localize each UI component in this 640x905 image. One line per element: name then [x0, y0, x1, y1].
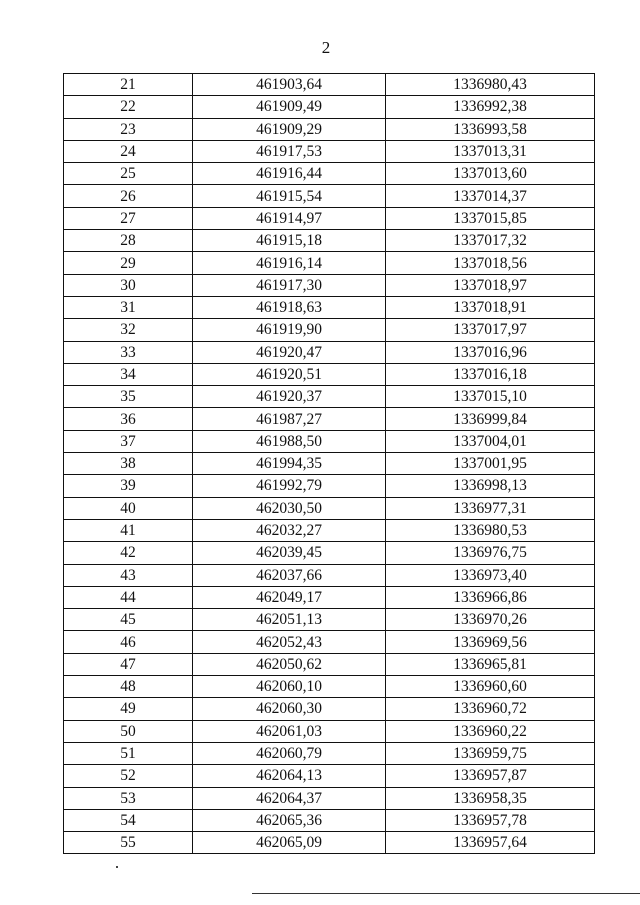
point-number-cell: 25 [64, 163, 193, 185]
x-coordinate-cell: 461915,18 [193, 230, 386, 252]
x-coordinate-cell: 461916,14 [193, 252, 386, 274]
point-number-cell: 24 [64, 140, 193, 162]
table-row [64, 519, 595, 541]
x-coordinate-cell: 461992,79 [193, 475, 386, 497]
y-coordinate-cell: 1337004,01 [386, 430, 595, 452]
y-coordinate-cell: 1337018,91 [386, 296, 595, 318]
y-coordinate-cell: 1336957,64 [386, 832, 595, 854]
point-number-cell: 48 [64, 676, 193, 698]
y-coordinate-cell: 1336980,53 [386, 519, 595, 541]
point-number-cell: 30 [64, 274, 193, 296]
point-number-cell: 35 [64, 386, 193, 408]
x-coordinate-cell: 461919,90 [193, 319, 386, 341]
table-row [64, 765, 595, 787]
y-coordinate-cell: 1336993,58 [386, 118, 595, 140]
x-coordinate-cell: 462060,30 [193, 698, 386, 720]
point-number-cell: 21 [64, 74, 193, 96]
table-row [64, 698, 595, 720]
x-coordinate-cell: 462065,09 [193, 832, 386, 854]
x-coordinate-cell: 461915,54 [193, 185, 386, 207]
point-number-cell: 47 [64, 653, 193, 675]
point-number-cell: 43 [64, 564, 193, 586]
table-row [64, 207, 595, 229]
y-coordinate-cell: 1337017,97 [386, 319, 595, 341]
point-number-cell: 28 [64, 230, 193, 252]
point-number-cell: 53 [64, 787, 193, 809]
x-coordinate-cell: 462060,79 [193, 742, 386, 764]
x-coordinate-cell: 461920,37 [193, 386, 386, 408]
table-row [64, 252, 595, 274]
table-row [64, 363, 595, 385]
point-number-cell: 31 [64, 296, 193, 318]
point-number-cell: 46 [64, 631, 193, 653]
y-coordinate-cell: 1337013,31 [386, 140, 595, 162]
x-coordinate-cell: 461917,30 [193, 274, 386, 296]
point-number-cell: 50 [64, 720, 193, 742]
table-row [64, 408, 595, 430]
x-coordinate-cell: 462061,03 [193, 720, 386, 742]
table-row [64, 296, 595, 318]
y-coordinate-cell: 1336998,13 [386, 475, 595, 497]
table-row [64, 720, 595, 742]
table-row [64, 564, 595, 586]
y-coordinate-cell: 1337001,95 [386, 453, 595, 475]
x-coordinate-cell: 461917,53 [193, 140, 386, 162]
page-number: 2 [321, 38, 331, 57]
table-row [64, 386, 595, 408]
x-coordinate-cell: 462032,27 [193, 519, 386, 541]
table-row [64, 74, 595, 96]
table-row [64, 475, 595, 497]
table-row [64, 453, 595, 475]
table-row [64, 787, 595, 809]
point-number-cell: 38 [64, 453, 193, 475]
y-coordinate-cell: 1337013,60 [386, 163, 595, 185]
point-number-cell: 49 [64, 698, 193, 720]
point-number-cell: 23 [64, 118, 193, 140]
y-coordinate-cell: 1336965,81 [386, 653, 595, 675]
table-row [64, 832, 595, 854]
y-coordinate-cell: 1336973,40 [386, 564, 595, 586]
table-row [64, 118, 595, 140]
x-coordinate-cell: 462049,17 [193, 586, 386, 608]
table-row [64, 319, 595, 341]
x-coordinate-cell: 461918,63 [193, 296, 386, 318]
x-coordinate-cell: 462065,36 [193, 809, 386, 831]
y-coordinate-cell: 1336960,22 [386, 720, 595, 742]
table-row [64, 631, 595, 653]
point-number-cell: 44 [64, 586, 193, 608]
y-coordinate-cell: 1336970,26 [386, 609, 595, 631]
x-coordinate-cell: 461909,29 [193, 118, 386, 140]
table-row [64, 430, 595, 452]
table-row [64, 341, 595, 363]
table-row [64, 586, 595, 608]
point-number-cell: 51 [64, 742, 193, 764]
x-coordinate-cell: 461916,44 [193, 163, 386, 185]
x-coordinate-cell: 461987,27 [193, 408, 386, 430]
table-row [64, 609, 595, 631]
point-number-cell: 22 [64, 96, 193, 118]
y-coordinate-cell: 1336999,84 [386, 408, 595, 430]
table-row [64, 809, 595, 831]
y-coordinate-cell: 1336977,31 [386, 497, 595, 519]
point-number-cell: 45 [64, 609, 193, 631]
y-coordinate-cell: 1336958,35 [386, 787, 595, 809]
y-coordinate-cell: 1336957,87 [386, 765, 595, 787]
y-coordinate-cell: 1337016,96 [386, 341, 595, 363]
point-number-cell: 42 [64, 542, 193, 564]
y-coordinate-cell: 1337018,56 [386, 252, 595, 274]
table-row [64, 96, 595, 118]
x-coordinate-cell: 461903,64 [193, 74, 386, 96]
x-coordinate-cell: 462050,62 [193, 653, 386, 675]
point-number-cell: 34 [64, 363, 193, 385]
point-number-cell: 40 [64, 497, 193, 519]
x-coordinate-cell: 462037,66 [193, 564, 386, 586]
x-coordinate-cell: 462030,50 [193, 497, 386, 519]
y-coordinate-cell: 1336957,78 [386, 809, 595, 831]
table-row [64, 676, 595, 698]
table-row [64, 742, 595, 764]
y-coordinate-cell: 1337016,18 [386, 363, 595, 385]
x-coordinate-cell: 462052,43 [193, 631, 386, 653]
table-row [64, 497, 595, 519]
point-number-cell: 32 [64, 319, 193, 341]
x-coordinate-cell: 461994,35 [193, 453, 386, 475]
point-number-cell: 27 [64, 207, 193, 229]
y-coordinate-cell: 1336960,72 [386, 698, 595, 720]
point-number-cell: 41 [64, 519, 193, 541]
y-coordinate-cell: 1336980,43 [386, 74, 595, 96]
coordinates-table-body [64, 74, 595, 854]
y-coordinate-cell: 1336960,60 [386, 676, 595, 698]
point-number-cell: 26 [64, 185, 193, 207]
y-coordinate-cell: 1336976,75 [386, 542, 595, 564]
point-number-cell: 54 [64, 809, 193, 831]
y-coordinate-cell: 1337018,97 [386, 274, 595, 296]
y-coordinate-cell: 1337015,85 [386, 207, 595, 229]
x-coordinate-cell: 462064,37 [193, 787, 386, 809]
table-row [64, 542, 595, 564]
x-coordinate-cell: 461920,51 [193, 363, 386, 385]
y-coordinate-cell: 1336992,38 [386, 96, 595, 118]
x-coordinate-cell: 462060,10 [193, 676, 386, 698]
table-row [64, 163, 595, 185]
x-coordinate-cell: 461909,49 [193, 96, 386, 118]
y-coordinate-cell: 1337015,10 [386, 386, 595, 408]
point-number-cell: 55 [64, 832, 193, 854]
x-coordinate-cell: 461914,97 [193, 207, 386, 229]
coordinates-table [63, 73, 595, 854]
x-coordinate-cell: 461920,47 [193, 341, 386, 363]
point-number-cell: 37 [64, 430, 193, 452]
table-row [64, 140, 595, 162]
x-coordinate-cell: 462039,45 [193, 542, 386, 564]
table-row [64, 274, 595, 296]
scan-speck [116, 866, 118, 868]
x-coordinate-cell: 461988,50 [193, 430, 386, 452]
point-number-cell: 29 [64, 252, 193, 274]
bottom-rule [252, 893, 640, 894]
x-coordinate-cell: 462051,13 [193, 609, 386, 631]
table-row [64, 653, 595, 675]
point-number-cell: 36 [64, 408, 193, 430]
y-coordinate-cell: 1336959,75 [386, 742, 595, 764]
y-coordinate-cell: 1336969,56 [386, 631, 595, 653]
x-coordinate-cell: 462064,13 [193, 765, 386, 787]
point-number-cell: 39 [64, 475, 193, 497]
y-coordinate-cell: 1336966,86 [386, 586, 595, 608]
point-number-cell: 33 [64, 341, 193, 363]
y-coordinate-cell: 1337014,37 [386, 185, 595, 207]
point-number-cell: 52 [64, 765, 193, 787]
table-row [64, 230, 595, 252]
y-coordinate-cell: 1337017,32 [386, 230, 595, 252]
table-row [64, 185, 595, 207]
